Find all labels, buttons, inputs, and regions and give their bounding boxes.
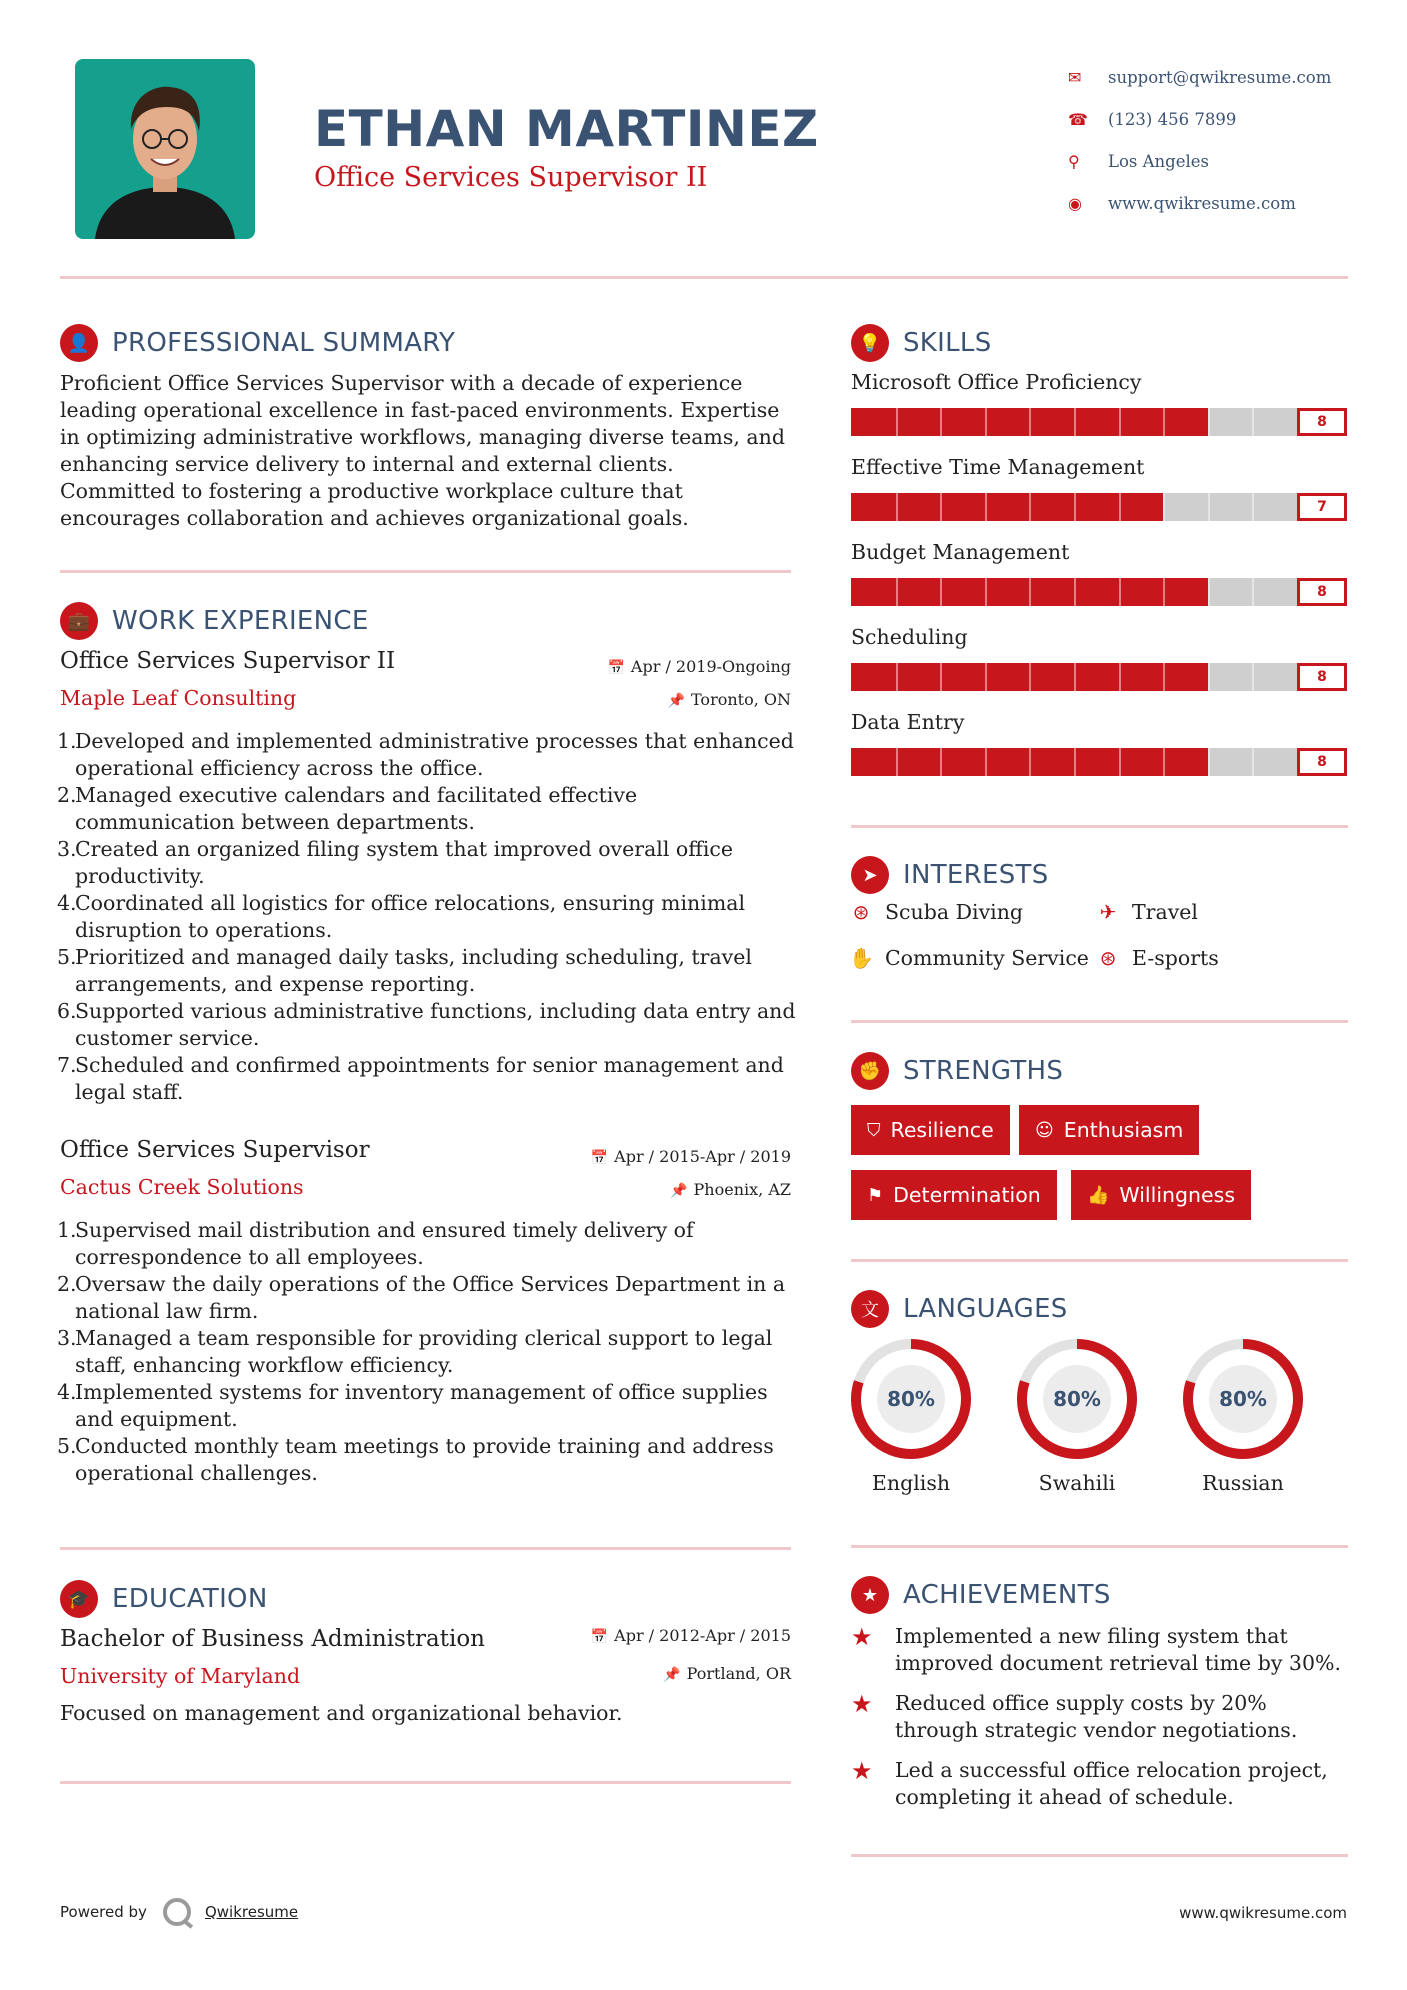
contact-row[interactable] [1068,56,1331,98]
job-bullet: 3. Managed a team responsible for providing clerical support to legal staff, enhancing workflow efficiency. [57,1326,773,1377]
skill-bar-segment [896,408,898,436]
skill-bar-segment [1208,493,1210,521]
summary-heading: 👤 PROFESSIONAL SUMMARY [60,324,455,362]
interests-heading: ➤ INTERESTS [851,856,1049,894]
skill-bar-segment [1074,578,1076,606]
lightbulb-icon: 💡 [851,324,889,362]
skill-bar-segment [1252,748,1254,776]
skill-name: Microsoft Office Proficiency [851,370,1142,394]
star-badge-icon: ★ [851,1576,889,1614]
flag-icon: ⚑ [867,1184,884,1206]
language-item [849,1337,973,1495]
skill-bar-segment [1208,748,1210,776]
globe-icon: ◉ [1068,193,1082,213]
skill-bar-segment [1252,493,1254,521]
language-name: English [871,1471,951,1495]
bullet-number: 2. [57,783,77,807]
contact-text: (123) 456 7899 [1108,109,1237,129]
skill-bar-segment [1252,578,1254,606]
summary-text: Proficient Office Services Supervisor with a decade of experience leading operational excellence in fast-paced environments. Expertise in optimizing administrative workflows, managing diverse teams, and enhancing service delivery to internal and external clients. Committed to fostering a productive workplace culture that encourages collaboration and achieves organizational goals. [60,371,785,530]
shooting-star-icon: ★ [851,1690,873,1718]
thumbs-up-icon: 👍 [1087,1184,1110,1206]
envelope-icon: ✉ [1068,67,1082,87]
brand-link[interactable]: Qwikresume [204,1903,299,1921]
contact-row[interactable] [1068,182,1331,224]
job-bullet: 7. Scheduled and confirmed appointments for senior management and legal staff. [57,1053,784,1104]
skill-bar-segment [1119,578,1121,606]
skill-name: Effective Time Management [851,455,1145,479]
achievement-item: ★ Reduced office supply costs by 20% through strategic vendor negotiations. [851,1690,1298,1742]
skill-bar-segment [1119,408,1121,436]
person-avatar-icon [75,59,255,239]
degree-title: Bachelor of Business Administration [60,1626,485,1652]
paper-plane-icon: ➤ [851,856,889,894]
footer-powered-by: Powered by Qwikresume [60,1898,298,1926]
header-divider [60,276,1348,279]
bullet-number: 7. [57,1053,77,1077]
job-title: Office Services Supervisor II [60,648,396,674]
languages-heading: 文 LANGUAGES [851,1290,1068,1328]
skill-bar-segment [1029,408,1031,436]
life-ring-icon: ⊛ [852,900,870,924]
skill-bar-segment [896,493,898,521]
bullet-number: 5. [57,945,77,969]
skill-bar-segment [940,663,942,691]
skill-bar [851,578,1347,606]
skill-bar-segment [1029,748,1031,776]
bullet-number: 2. [57,1272,77,1296]
job-bullet: 2. Managed executive calendars and facilitated effective communication between departments. [57,783,638,834]
skill-bar-segment [985,663,987,691]
skill-bar-segment [940,493,942,521]
language-percent: 80% [887,1387,935,1411]
job-bullet: 6. Supported various administrative functions, including data entry and customer service. [57,999,796,1050]
skill-bar-segment [1208,663,1210,691]
footer-url[interactable]: www.qwikresume.com [1179,1904,1347,1922]
strength-tag: ⛉ Resilience [851,1105,1010,1155]
skill-bar-segment [1163,663,1165,691]
strengths-heading: ✊ STRENGTHS [851,1052,1063,1090]
education-heading: 🎓 EDUCATION [60,1580,268,1618]
strength-tag: 👍 Willingness [1071,1170,1251,1220]
skill-bar-segment [1029,493,1031,521]
skill-bar-segment [1119,663,1121,691]
interest-item: ⊛ E-sports [1096,946,1219,970]
skill-bar-segment [1074,493,1076,521]
skill-bar-segment [1074,663,1076,691]
achievement-item: ★ Implemented a new filing system that improved document retrieval time by 30%. [851,1623,1342,1675]
skill-bar-segment [1208,408,1210,436]
hand-icon: ✋ [849,946,874,970]
job-bullet: 5. Prioritized and managed daily tasks, including scheduling, travel arrangements, and expense reporting. [57,945,752,996]
skills-heading: 💡 SKILLS [851,324,992,362]
section-divider [60,570,791,573]
skill-bar-segment [896,663,898,691]
bullet-number: 4. [57,891,77,915]
skill-bar-fill [851,493,1163,521]
section-divider [851,1854,1348,1857]
language-item [1015,1337,1139,1495]
skill-bar-segment [940,578,942,606]
bullet-number: 3. [57,837,77,861]
skill-bar-segment [1029,663,1031,691]
pin-icon: 📌 [667,693,685,709]
contact-row[interactable] [1068,98,1331,140]
shooting-star-icon: ★ [851,1623,873,1651]
plane-icon: ✈ [1099,900,1117,924]
job-location: 📌 Toronto, ON [667,690,791,709]
skill-bar-segment [985,748,987,776]
job-bullet: 4. Coordinated all logistics for office relocations, ensuring minimal disruption to operations. [57,891,746,942]
skill-bar-segment [896,748,898,776]
skill-bar-segment [1252,408,1254,436]
contact-text: Los Angeles [1108,151,1209,171]
skill-score: 8 [1297,408,1347,436]
bullet-number: 1. [57,1218,77,1242]
job-bullet: 1. Supervised mail distribution and ensured timely delivery of correspondence to all employees. [57,1218,694,1269]
job-bullet: 5. Conducted monthly team meetings to provide training and address operational challenges. [57,1434,774,1485]
language-item [1181,1337,1305,1495]
calendar-icon: 📅 [607,660,625,676]
education-dates: 📅 Apr / 2012-Apr / 2015 [590,1626,791,1645]
skill-bar-segment [1074,408,1076,436]
language-name: Russian [1202,1471,1284,1495]
job-bullet: 3. Created an organized filing system that improved overall office productivity. [57,837,733,888]
interest-item: ⊛ Scuba Diving [849,900,1023,924]
section-divider [851,825,1348,828]
candidate-role: Office Services Supervisor II [314,162,708,193]
language-percent: 80% [1053,1387,1101,1411]
language-percent: 80% [1219,1387,1267,1411]
job-location: 📌 Phoenix, AZ [670,1180,791,1199]
skill-bar [851,493,1347,521]
job-company: Cactus Creek Solutions [60,1175,304,1199]
education-location: 📌 Portland, OR [663,1664,791,1683]
skill-bar-segment [940,408,942,436]
skill-bar [851,408,1347,436]
graduation-cap-icon: 🎓 [60,1580,98,1618]
skill-name: Data Entry [851,710,965,734]
interest-item: ✈ Travel [1096,900,1198,924]
calendar-icon: 📅 [590,1150,609,1166]
job-bullet: 2. Oversaw the daily operations of the Office Services Department in a national law firm. [57,1272,786,1323]
skill-bar [851,748,1347,776]
education-description: Focused on management and organizational behavior. [60,1701,623,1725]
bullet-number: 1. [57,729,77,753]
skill-score: 8 [1297,748,1347,776]
skill-bar-segment [896,578,898,606]
user-icon: 👤 [60,324,98,362]
phone-icon: ☎ [1068,109,1088,129]
skill-bar-segment [1163,578,1165,606]
skill-score: 8 [1297,578,1347,606]
language-name: Swahili [1038,1471,1116,1495]
qwikresume-logo-icon [163,1898,191,1926]
skill-bar-segment [1119,748,1121,776]
skill-bar-segment [940,748,942,776]
skill-score: 8 [1297,663,1347,691]
contact-text: support@qwikresume.com [1108,67,1332,87]
section-divider [851,1020,1348,1023]
achievement-item: ★ Led a successful office relocation project, completing it ahead of schedule. [851,1757,1328,1809]
interest-item: ✋ Community Service [849,946,1089,970]
skill-bar [851,663,1347,691]
calendar-icon: 📅 [590,1629,609,1645]
contact-row[interactable] [1068,140,1331,182]
contact-list [1068,56,1331,224]
skill-bar-segment [985,408,987,436]
job-bullet: 1. Developed and implemented administrative processes that enhanced operational efficiency across the office. [57,729,794,780]
experience-heading: 💼 WORK EXPERIENCE [60,602,369,640]
location-pin-icon: ⚲ [1068,151,1080,171]
bullet-number: 6. [57,999,77,1023]
job-dates: 📅 Apr / 2019-Ongoing [607,657,791,676]
candidate-name: ETHAN MARTINEZ [314,100,819,158]
shooting-star-icon: ★ [851,1757,873,1785]
skill-name: Scheduling [851,625,968,649]
skill-bar-segment [1119,493,1121,521]
section-divider [851,1545,1348,1548]
skill-bar-segment [1074,748,1076,776]
smile-icon: ☺ [1035,1119,1054,1141]
skill-bar-segment [1208,578,1210,606]
bullet-number: 4. [57,1380,77,1404]
job-bullets [57,728,797,1106]
contact-text: www.qwikresume.com [1108,193,1296,213]
section-divider [60,1781,791,1784]
life-ring-icon: ⊛ [1099,946,1117,970]
job-bullets [57,1217,797,1487]
strength-tag: ☺ Enthusiasm [1019,1105,1199,1155]
skill-score: 7 [1297,493,1347,521]
section-divider [851,1259,1348,1262]
language-icon: 文 [851,1290,889,1328]
bullet-number: 5. [57,1434,77,1458]
job-bullet: 4. Implemented systems for inventory management of office supplies and equipment. [57,1380,768,1431]
skill-bar-segment [1163,408,1165,436]
skill-bar-segment [985,493,987,521]
skill-bar-segment [1252,663,1254,691]
pin-icon: 📌 [670,1183,688,1199]
job-dates: 📅 Apr / 2015-Apr / 2019 [590,1147,791,1166]
skill-bar-segment [1163,493,1165,521]
bullet-number: 3. [57,1326,77,1350]
fist-icon: ✊ [851,1052,889,1090]
school-name: University of Maryland [60,1664,301,1688]
job-title: Office Services Supervisor [60,1137,370,1163]
skill-bar-segment [985,578,987,606]
section-divider [60,1547,791,1550]
pin-icon: 📌 [663,1667,681,1683]
skill-bar-segment [1029,578,1031,606]
skill-name: Budget Management [851,540,1070,564]
briefcase-icon: 💼 [60,602,98,640]
achievements-heading: ★ ACHIEVEMENTS [851,1576,1111,1614]
shield-icon: ⛉ [867,1119,881,1141]
strength-tag: ⚑ Determination [851,1170,1057,1220]
job-company: Maple Leaf Consulting [60,686,297,710]
skill-bar-segment [1163,748,1165,776]
profile-photo [75,59,255,239]
